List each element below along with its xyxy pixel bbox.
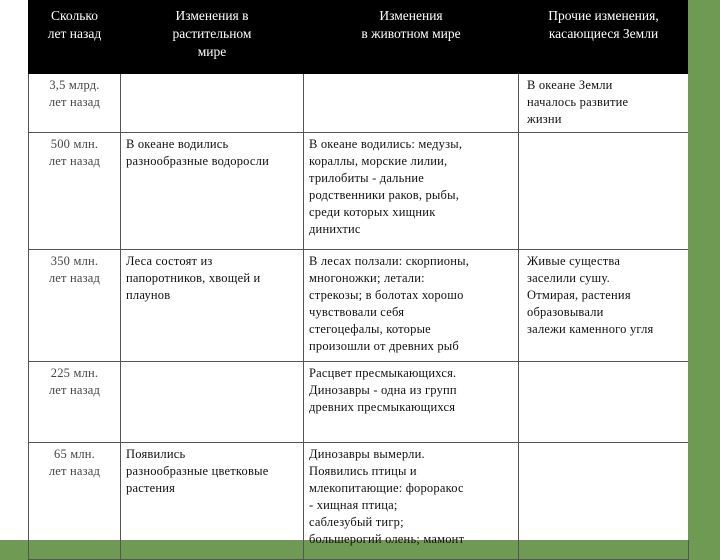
plants-cell — [121, 362, 304, 443]
period-cell: 500 млн. лет назад — [29, 133, 121, 250]
period-cell: 65 млн. лет назад — [29, 443, 121, 560]
header-other-changes: Прочие изменения, касающиеся Земли — [519, 1, 689, 74]
plants-cell: Появились разнообразные цветковые растения — [121, 443, 304, 560]
right-border — [688, 0, 720, 540]
animals-cell: Динозавры вымерли. Появились птицы и млекопитающие: фороракос - хищная птица; саблезубый тигр; большерогий олень; мамонт — [304, 443, 519, 560]
animals-cell: Расцвет пресмыкающихся. Динозавры - одна из групп древних пресмыкающихся — [304, 362, 519, 443]
header-years-ago: Сколько лет назад — [29, 1, 121, 74]
table-row — [29, 133, 689, 250]
other-cell: В океане Земли началось развитие жизни — [519, 74, 689, 133]
table-row — [29, 250, 689, 362]
animals-cell — [304, 74, 519, 133]
other-cell — [519, 443, 689, 560]
table-row — [29, 74, 689, 133]
period-cell: 3,5 млрд. лет назад — [29, 74, 121, 133]
other-cell — [519, 362, 689, 443]
animals-cell: В океане водились: медузы, кораллы, морские лилии, трилобиты - дальние родственники раков, рыбы, среди которых хищник динихтис — [304, 133, 519, 250]
other-cell — [519, 133, 689, 250]
plants-cell — [121, 74, 304, 133]
period-cell: 350 млн. лет назад — [29, 250, 121, 362]
other-cell: Живые существа заселили сушу. Отмирая, растения образовывали залежи каменного угля — [519, 250, 689, 362]
header-animal-changes: Изменения в животном мире — [304, 1, 519, 74]
period-cell: 225 млн. лет назад — [29, 362, 121, 443]
table-row — [29, 443, 689, 560]
plants-cell: Леса состоят из папоротников, хвощей и плаунов — [121, 250, 304, 362]
table-row — [29, 362, 689, 443]
animals-cell: В лесах ползали: скорпионы, многоножки; летали: стрекозы; в болотах хорошо чувствовали себя стегоцефалы, которые произошли от древних рыб — [304, 250, 519, 362]
table-header-row — [29, 1, 689, 74]
evolution-table — [28, 0, 689, 560]
header-plant-changes: Изменения в растительном мире — [121, 1, 304, 74]
plants-cell: В океане водились разнообразные водоросли — [121, 133, 304, 250]
